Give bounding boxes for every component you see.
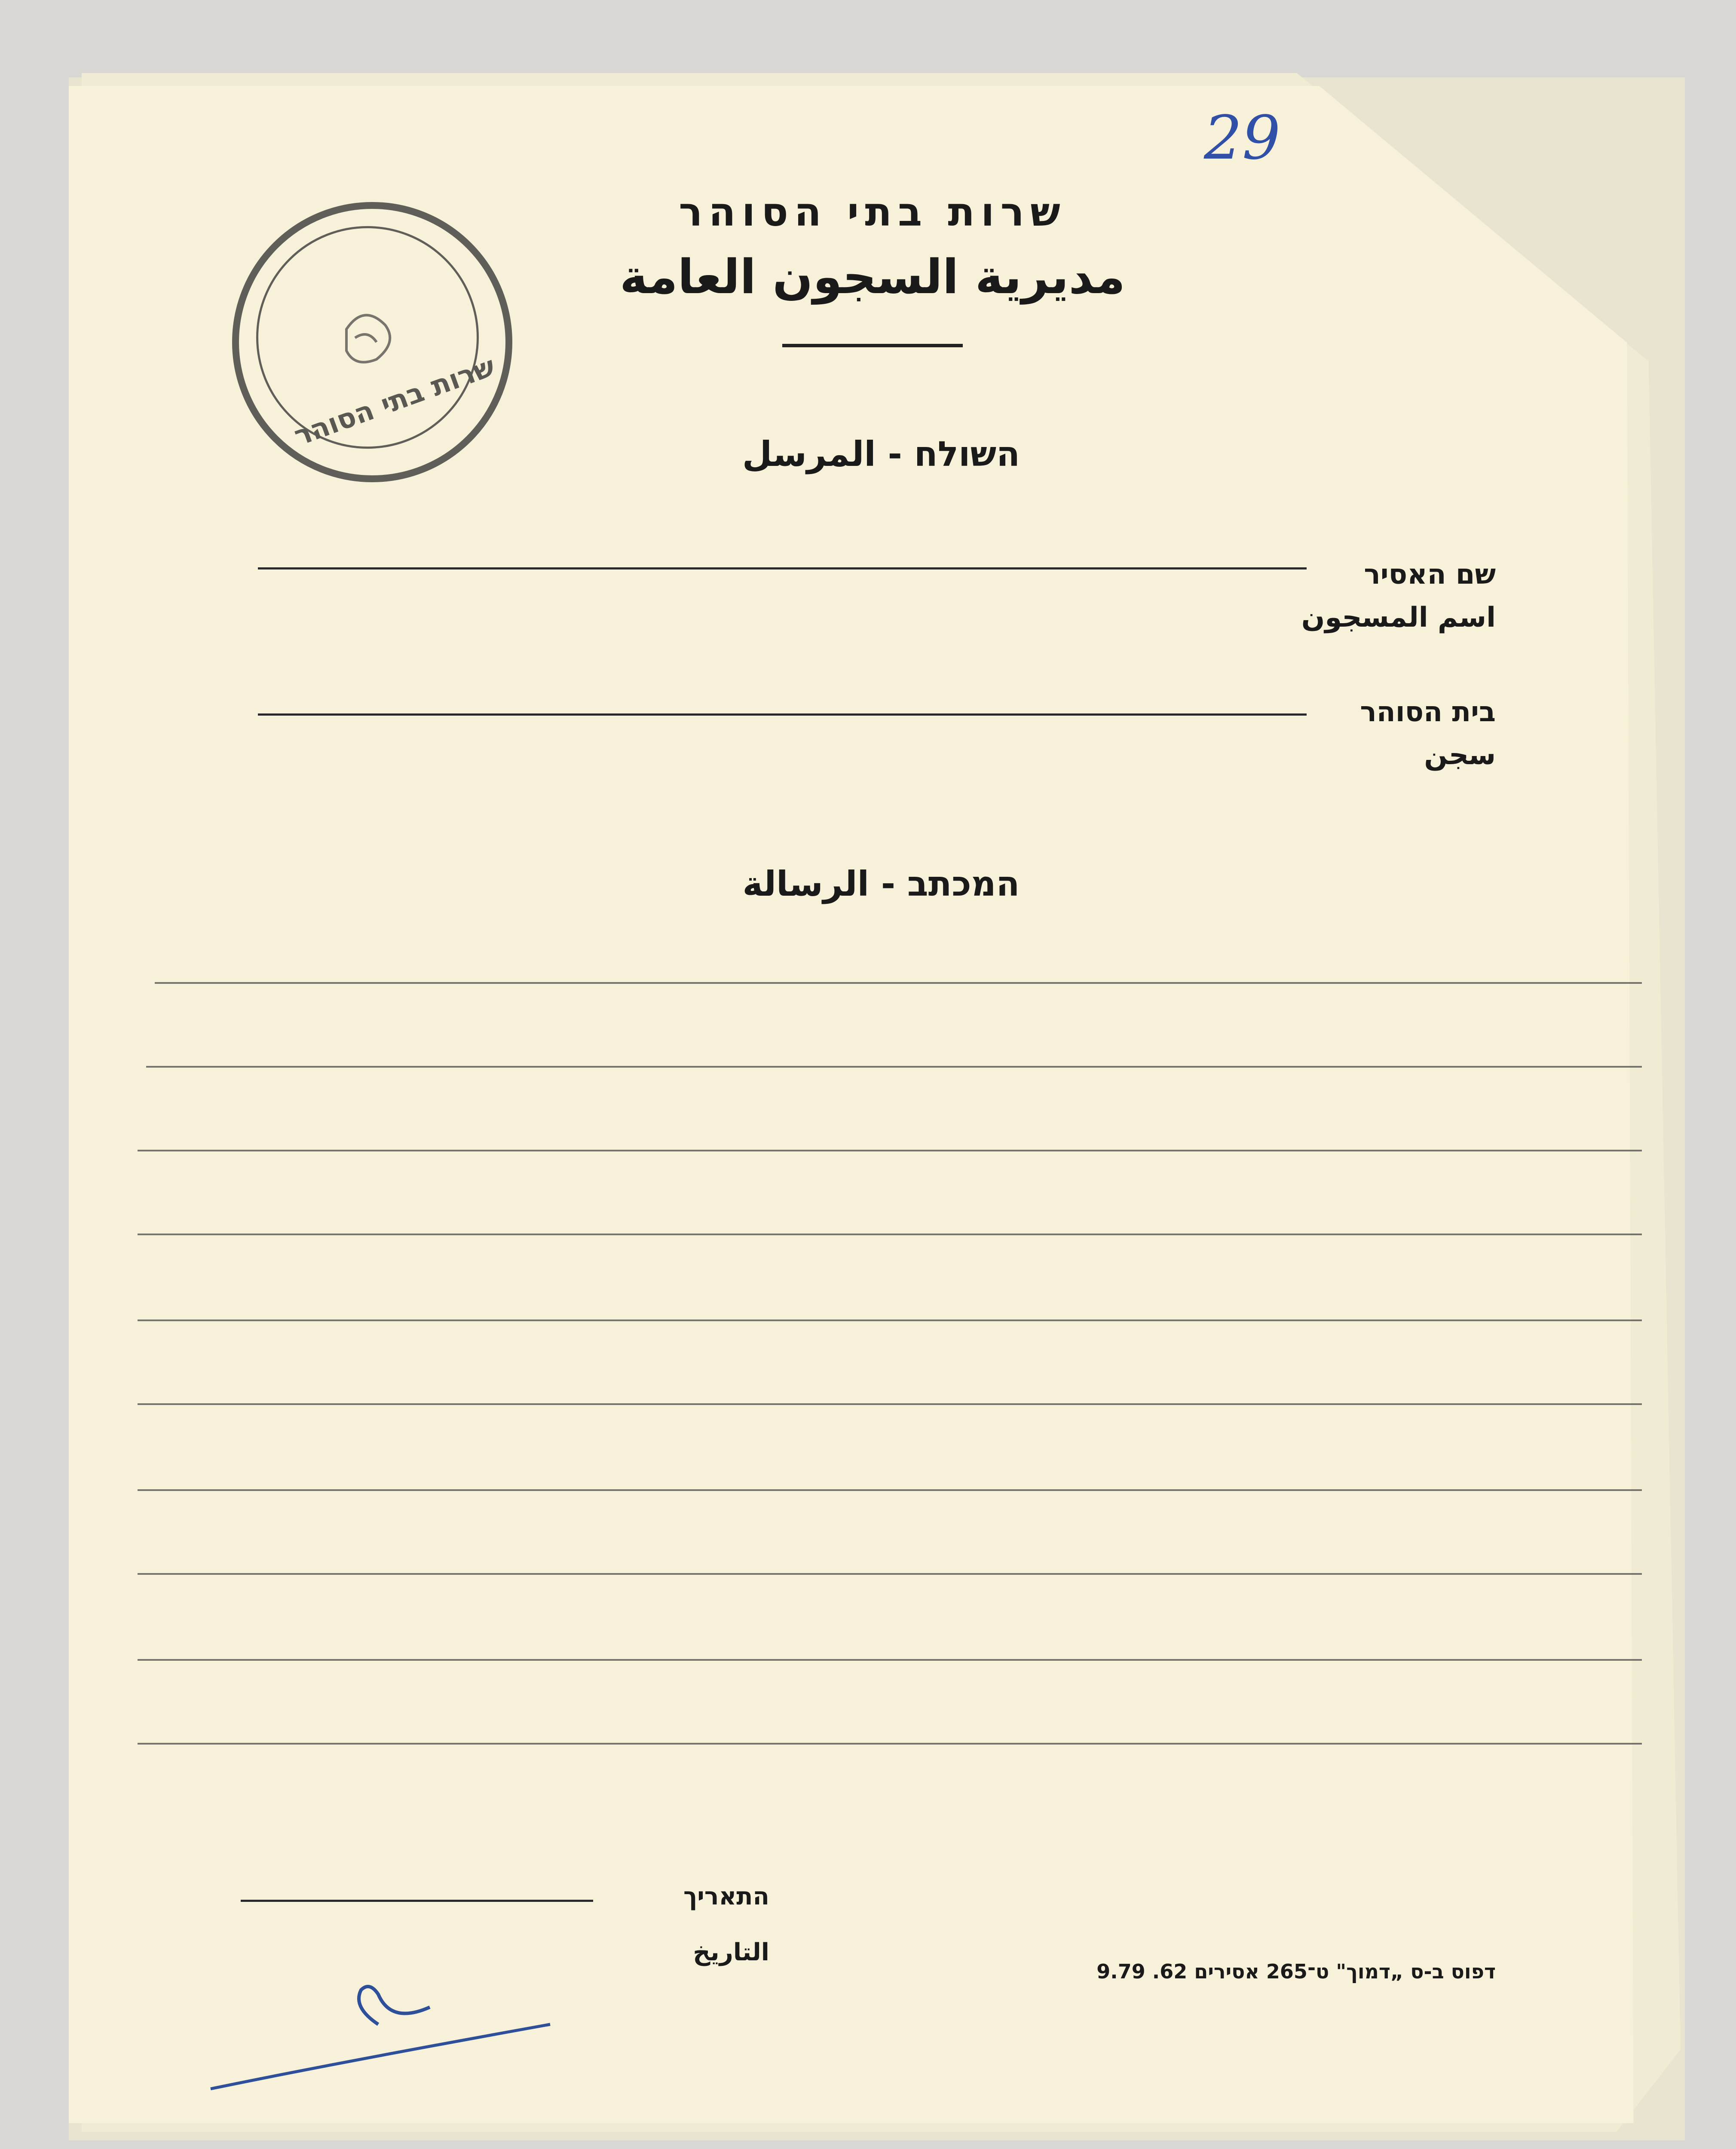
arabic-header: مديرية السجون العامة (619, 249, 1126, 304)
letter-line-strike (138, 1659, 1642, 1661)
letter-line-strike (138, 1234, 1642, 1235)
header-divider (782, 344, 963, 347)
hebrew-header: שרות בתי הסוהר (679, 189, 1066, 235)
prison-label-he: בית הסוהר (1360, 696, 1496, 728)
prison-line (258, 713, 1307, 716)
date-label-he: התאריך (683, 1883, 769, 1910)
prison-label-ar: سجن (1424, 739, 1496, 771)
printer-note: דפוס ב-ס „דמוך" ט־265 אסירים 62. 9.79 (1096, 1960, 1496, 1983)
letter-line-strike (146, 1066, 1642, 1068)
date-label-ar: التاريخ (693, 1938, 769, 1966)
letter-line-strike (138, 1743, 1642, 1745)
letter-line-strike (138, 1403, 1642, 1405)
prisoner-name-line (258, 567, 1307, 569)
date-line (241, 1900, 593, 1902)
letter-line-strike (138, 1489, 1642, 1491)
letter-line-strike (138, 1319, 1642, 1321)
sender-heading: השולח - المرسل (742, 434, 1020, 474)
prisoner-name-label-ar: اسم المسجون (1301, 602, 1496, 634)
stamp-emblem-icon (239, 209, 505, 475)
letter-line-strike (138, 1573, 1642, 1575)
prisoner-name-label-he: שם האסיר (1364, 559, 1496, 591)
stamp-label: שרות בתי הסוהר (290, 350, 499, 453)
letter-line-strike (155, 982, 1642, 984)
letter-heading: המכתב - الرسالة (742, 864, 1020, 904)
prison-service-stamp (232, 202, 512, 482)
page-number: 29 (1203, 103, 1281, 173)
signature (198, 1960, 585, 2102)
letter-line-strike (138, 1150, 1642, 1151)
